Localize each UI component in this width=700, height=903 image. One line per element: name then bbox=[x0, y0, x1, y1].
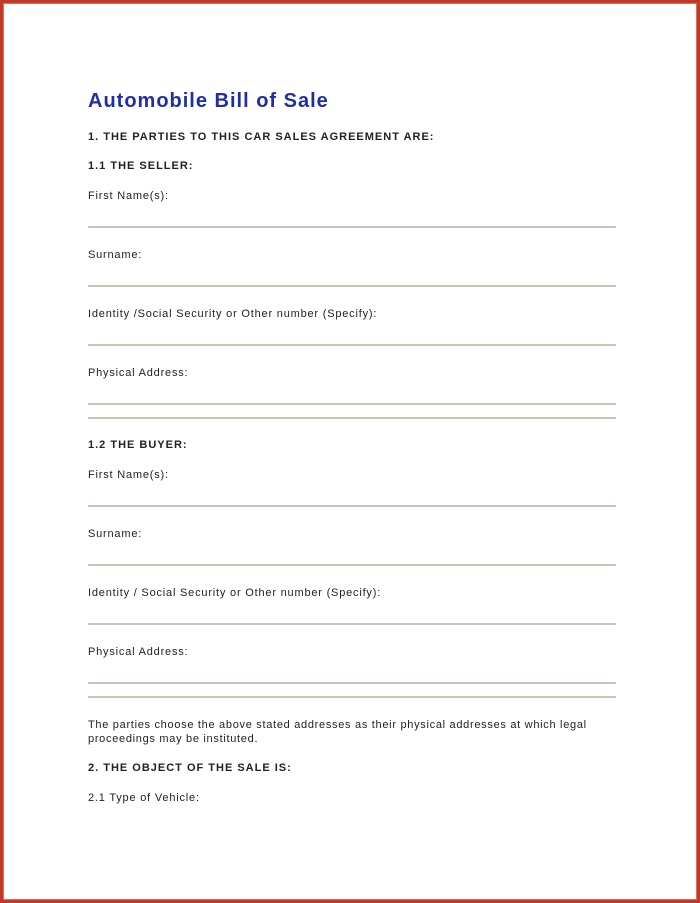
seller-identity-label: Identity /Social Security or Other number (Specify): bbox=[88, 308, 378, 320]
seller-first-name-label: First Name(s): bbox=[88, 190, 169, 202]
vehicle-type-label: 2.1 Type of Vehicle: bbox=[88, 792, 200, 804]
seller-surname-line[interactable] bbox=[88, 285, 616, 287]
seller-identity-line[interactable] bbox=[88, 344, 616, 346]
document-title: Automobile Bill of Sale bbox=[88, 90, 329, 112]
parties-address-note: The parties choose the above stated addresses as their physical addresses at which legal proceedings may be instituted. bbox=[88, 719, 587, 745]
buyer-identity-label: Identity / Social Security or Other number (Specify): bbox=[88, 587, 382, 599]
buyer-first-name-line[interactable] bbox=[88, 505, 616, 507]
section-2-heading: 2. THE OBJECT OF THE SALE IS: bbox=[88, 762, 292, 774]
section-1-heading: 1. THE PARTIES TO THIS CAR SALES AGREEMENT ARE: bbox=[88, 131, 435, 143]
buyer-surname-label: Surname: bbox=[88, 528, 143, 540]
seller-address-line-1[interactable] bbox=[88, 403, 616, 405]
buyer-surname-line[interactable] bbox=[88, 564, 616, 566]
seller-first-name-line[interactable] bbox=[88, 226, 616, 228]
buyer-heading: 1.2 THE BUYER: bbox=[88, 439, 188, 451]
seller-address-label: Physical Address: bbox=[88, 367, 189, 379]
buyer-identity-line[interactable] bbox=[88, 623, 616, 625]
buyer-first-name-label: First Name(s): bbox=[88, 469, 169, 481]
seller-surname-label: Surname: bbox=[88, 249, 143, 261]
buyer-address-line-2[interactable] bbox=[88, 696, 616, 698]
buyer-address-label: Physical Address: bbox=[88, 646, 189, 658]
seller-address-line-2[interactable] bbox=[88, 417, 616, 419]
seller-heading: 1.1 THE SELLER: bbox=[88, 160, 194, 172]
buyer-address-line-1[interactable] bbox=[88, 682, 616, 684]
